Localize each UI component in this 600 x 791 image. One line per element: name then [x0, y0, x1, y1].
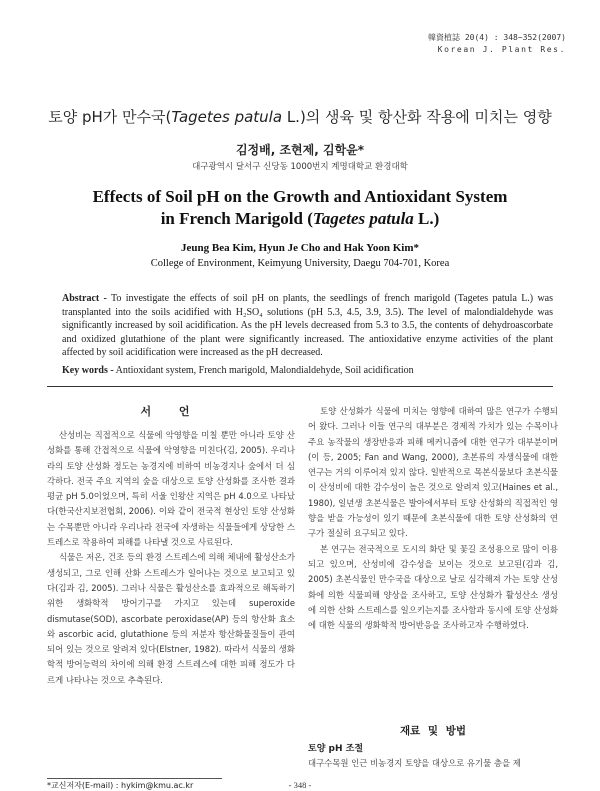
intro-paragraph-4: 본 연구는 전국적으로 도시의 화단 및 꽃길 조성용으로 많이 이용되고 있으며, 산성비에 감수성을 보이는 것으로 보고된(김과 김, 2005) 초본식물인 만수국을 대상으로 날로 심각해져 가는 토양 산성화에 의한 식물피해 양상을 조사하고, 토양 산성화가 활성산소 생성에 의한 산화 스트레스를 일으키는지를 조사함과 동시에 토양 산성화에 대한 식물의 생화학적 방어반응을 조사하고자 수행하였다.: [308, 543, 558, 631]
korean-title-post: L.)의 생육 및 항산화 작용에 미치는 영향: [282, 108, 552, 126]
english-authors: Jeung Bea Kim, Hyun Je Cho and Hak Yoon Kim*: [181, 242, 419, 254]
journal-citation: 韓資植誌 20(4) : 348~352(2007): [428, 33, 566, 42]
introduction-heading: 서 언: [140, 405, 202, 418]
footnote-divider: [47, 778, 222, 779]
section-divider: [47, 386, 553, 387]
abstract-text: To investigate the effects of soil pH on plants, the seedlings of french marigold (Tagetes patula L.) was transplanted into the soils acidified with H₂SO₄ solutions (pH 5.3, 4.5, 3.9, 3.5). The level of malondialdehyde was significantly increased by soil acidification. As the pH levels decreased from 5.3 to 3.5, the contents of dehydroascorbate and oxidized glutathione of the plant were significantly increased. The antioxidative enzyme activities of the plant affected by soil acidification were increased as the pH decreased.: [62, 293, 553, 359]
keywords-label: Key words -: [62, 365, 114, 376]
korean-title-pre: 토양 pH가 만수국(: [48, 108, 172, 126]
soil-ph-subheading: 토양 pH 조절: [308, 744, 364, 754]
korean-authors: 김정배, 조현제, 김학윤*: [235, 143, 365, 157]
methods-first-line: 대구수목원 인근 비농경지 토양을 대상으로 유기물 층을 제: [308, 758, 521, 768]
intro-paragraph-3: 토양 산성화가 식물에 미치는 영향에 대하여 많은 연구가 수행되어 왔다. 그러나 이들 연구의 대부분은 경제적 가치가 있는 수목이나 주요 농작물의 생장반응과 피해 메커니즘에 대한 연구가 대부분이며(이 등, 2005; Fan and Wang, 2000), 초본류의 자생식물에 대한 연구는 거의 이루어져 있지 않다. 일반적으로 목본식물보다 초본식물이 산성비에 대한 감수성이 높은 것으로 알려져 있고(Haines et al., 1980), 일년생 초본식물은 발아에서부터 토양 산성화의 직접적인 영향을 받을 가능성이 있기 때문에 초본식물에 대한 토양 산성화의 연구가 절실히 요구되고 있다.: [308, 406, 558, 539]
english-title: [40, 186, 560, 230]
english-title-species: Tagetes patula: [312, 209, 414, 228]
intro-paragraph-1: 산성비는 직접적으로 식물에 악영향을 미칠 뿐만 아니라 토양 산성화를 통해 간접적으로 식물에 악영향을 미친다(김, 2005). 우리나라의 토양 산성화 정도는 농경지에 비하여 비농경지나 숲에서 더 심각하다. 전국 주요 지역의 숲을 대상으로 토양 산성화를 조사한 결과 평균 pH 5.0이었으며, 특히 서울 인왕산 지역은 pH 4.0으로 나타났다(한국산지보전협회, 2006). 이와 같이 전국적 현상인 토양 산성화는 수목뿐만 아니라 우리나라 전국에 자생하는 식물들에게 상당한 스트레스로 작용하여 피해를 나타낼 것으로 사료된다.: [47, 430, 295, 548]
korean-affiliation: 대구광역시 달서구 신당동 1000번지 계명대학교 환경대학: [192, 162, 408, 172]
keywords: [62, 365, 553, 376]
english-title-line2-post: L.): [413, 209, 440, 228]
left-column: [47, 428, 295, 688]
korean-title: [30, 106, 570, 127]
journal-reference: [366, 32, 566, 56]
page-number: - 348 -: [288, 780, 312, 790]
abstract-label: Abstract -: [62, 293, 107, 304]
english-title-line2-pre: in French Marigold (: [160, 209, 313, 228]
keywords-text: Antioxidant system, French marigold, Malondialdehyde, Soil acidification: [115, 365, 414, 376]
right-column: [308, 404, 558, 633]
english-affiliation: College of Environment, Keimyung University, Daegu 704-701, Korea: [150, 258, 450, 269]
corresponding-author-footnote: *교신저자(E-mail) : hykim@kmu.ac.kr: [47, 781, 194, 790]
english-title-line2: [40, 208, 560, 230]
journal-abbreviation: Korean J. Plant Res.: [437, 45, 566, 54]
english-title-line1: Effects of Soil pH on the Growth and Antioxidant System: [92, 187, 508, 206]
methods-heading: 재료 및 방법: [399, 725, 467, 737]
korean-title-species: Tagetes patula: [171, 108, 283, 126]
abstract: [62, 292, 553, 360]
intro-paragraph-2: 식물은 저온, 건조 등의 환경 스트레스에 의해 체내에 활성산소가 생성되고, 그로 인해 산화 스트레스가 일어나는 것으로 보고되고 있다(김과 김, 2005). 그러나 식물은 활성산소를 효과적으로 해독하기 위한 생화학적 방어기구를 가지고 있는데 superoxide dismutase(SOD), ascorbate peroxidase(AP) 등의 항산화 효소와 ascorbic acid, glutathione 등의 저분자 항산화물질들이 관여되어 있는 것으로 알려져 있다(Elstner, 1982). 따라서 식물의 생화학적 방어능력의 차이에 의해 환경 스트레스에 대한 피해 정도가 다르게 나타나는 것으로 추측된다.: [47, 552, 295, 685]
